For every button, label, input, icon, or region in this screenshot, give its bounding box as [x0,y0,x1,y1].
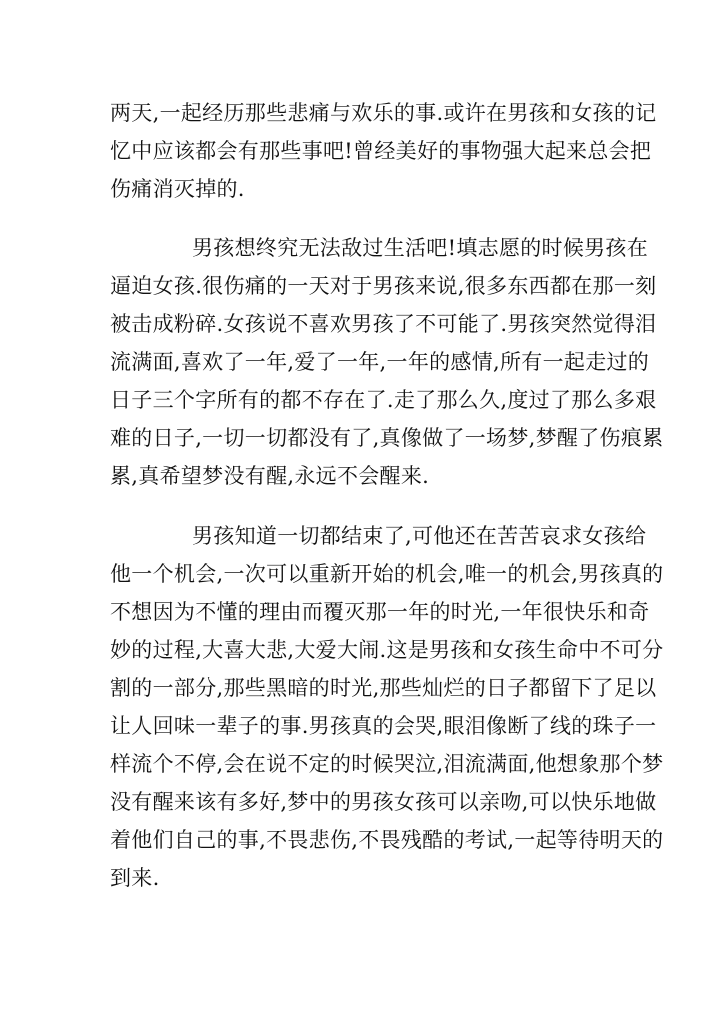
paragraph-line: 不想因为不懂的理由而覆灭那一年的时光,一年很快乐和奇 [110,600,650,624]
paragraph-first-line: 男孩知道一切都结束了,可他还在苦苦哀求女孩给 [192,524,647,548]
paragraph-line: 他一个机会,一次可以重新开始的机会,唯一的机会,男孩真的 [110,562,664,586]
paragraph-line: 被击成粉碎.女孩说不喜欢男孩了不可能了.男孩突然觉得泪 [110,312,657,336]
paragraph-3 [110,517,664,897]
paragraph-1 [110,94,657,208]
paragraph-line: 割的一部分,那些黑暗的时光,那些灿烂的日子都留下了足以 [110,676,657,700]
paragraph-line: 流满面,喜欢了一年,爱了一年,一年的感情,所有一起走过的 [110,350,650,374]
paragraph-line: 难的日子,一切一切都没有了,真像做了一场梦,梦醒了伤痕累 [110,426,664,450]
paragraph-line: 累,真希望梦没有醒,永远不会醒来. [110,464,430,488]
paragraph-line: 着他们自己的事,不畏悲伤,不畏残酷的考试,一起等待明天的 [110,828,664,852]
paragraph-line: 两天,一起经历那些悲痛与欢乐的事.或许在男孩和女孩的记 [110,101,657,125]
paragraph-line: 逼迫女孩.很伤痛的一天对于男孩来说,很多东西都在那一刻 [110,274,657,298]
paragraph-line: 日子三个字所有的都不存在了.走了那么久,度过了那么多艰 [110,388,657,412]
paragraph-line: 忆中应该都会有那些事吧!曾经美好的事物强大起来总会把 [110,139,652,163]
paragraph-2 [110,229,664,495]
paragraph-first-line: 男孩想终究无法敌过生活吧!填志愿的时候男孩在 [192,236,649,260]
paragraph-line: 到来. [110,866,160,890]
paragraph-line: 伤痛消灭掉的. [110,177,245,201]
paragraph-line: 妙的过程,大喜大悲,大爱大闹.这是男孩和女孩生命中不可分 [110,638,664,662]
paragraph-line: 样流个不停,会在说不定的时候哭泣,泪流满面,他想象那个梦 [110,752,664,776]
paragraph-line: 让人回味一辈子的事.男孩真的会哭,眼泪像断了线的珠子一 [110,714,657,738]
paragraph-line: 没有醒来该有多好,梦中的男孩女孩可以亲吻,可以快乐地做 [110,790,657,814]
